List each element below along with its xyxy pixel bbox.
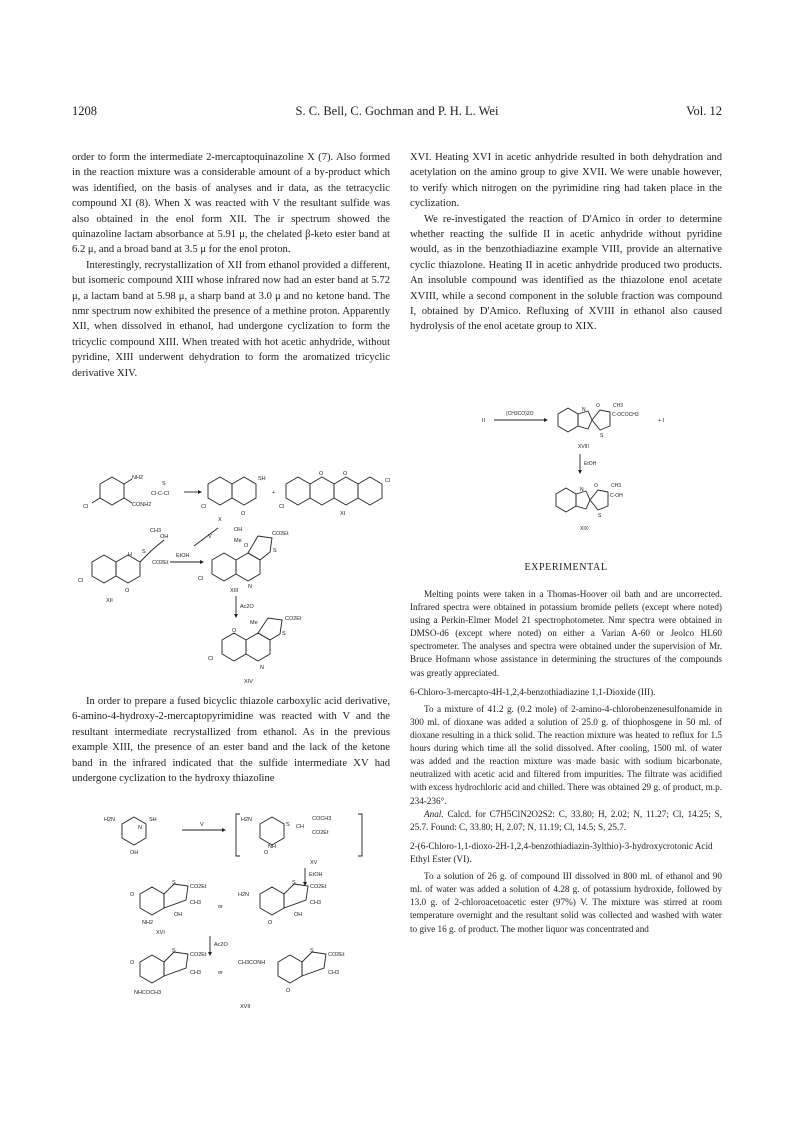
experimental-section (410, 588, 722, 936)
atom-label: O (268, 920, 273, 926)
atom-label: O (264, 850, 269, 856)
atom-label: OH (160, 534, 169, 540)
atom-label: S (600, 433, 604, 439)
atom-label: CO2Et (190, 952, 207, 958)
atom-label: Cl (208, 656, 214, 662)
scheme-1-structures (72, 470, 402, 692)
atom-label: S (162, 481, 166, 487)
atom-label: O (319, 471, 324, 477)
atom-label: O (286, 988, 291, 994)
compound-label-XVIII: XVIII (578, 444, 589, 450)
atom-label: CO2Et (312, 830, 329, 836)
atom-label: O (343, 471, 348, 477)
subsection-heading: 2-(6-Chloro-1,1-dioxo-2H-1,2,4-benzothiadiazin-3ylthio)-3-hydroxycrotonic Acid Ethyl Ester (VI). (410, 840, 713, 864)
atom-label: O (241, 511, 246, 517)
atom-label: S (172, 948, 176, 954)
atom-label: CO2Et (190, 884, 207, 890)
atom-label: S (286, 822, 290, 828)
subsection-heading: 6-Chloro-3-mercapto-4H-1,2,4-benzothiadiazine 1,1-Dioxide (III). (410, 686, 656, 697)
atom-label: N (138, 825, 142, 831)
atom-label: H2N (238, 892, 250, 898)
atom-label: CH3 (310, 900, 322, 906)
left-column-text-top (72, 150, 390, 381)
atom-label: Cl (279, 504, 285, 510)
atom-label: N (582, 407, 586, 413)
atom-label: Me (234, 538, 242, 544)
atom-label: S (598, 513, 602, 519)
atom-label: C-OH (610, 493, 623, 499)
atom-label: N (580, 487, 584, 493)
atom-label: H (128, 552, 132, 558)
compound-label-XV: XV (310, 860, 318, 866)
plus-sign: + (272, 490, 276, 496)
atom-label: CH3 (190, 900, 202, 906)
scheme-2-structures (100, 812, 390, 1016)
volume-label: Vol. 12 (686, 104, 722, 118)
reagent-label: EtOH (584, 461, 597, 467)
reagent-label: (CH3CO)2O (506, 411, 534, 417)
atom-label: S (282, 631, 286, 637)
atom-label: C-OCOCH3 (612, 412, 639, 418)
plus-I-label: + I (658, 418, 665, 424)
reaction-scheme-3 (462, 402, 722, 542)
atom-label: S (273, 548, 277, 554)
atom-label: NHCOCH3 (134, 990, 162, 996)
paragraph: To a mixture of 41.2 g. (0.2 mole) of 2-amino-4-chlorobenzenesulfonamide in 300 ml. of dioxane was added a solution of 25.0 g. of thiophosgene in 50 ml. of dioxane resulting in a thick solid. The reaction mixture was heated to reflux for 1.5 hours during which time all the solid dissolved. After cooling, 1500 ml. of water was added and the reaction mixture was made basic with sodium bicarbonate, neutralized with acetic acid and filtered from impurities. The filtrate was acidified with excess hydrochloric acid and chilled. There was obtained 29 g. of product, m.p. 234-236°. (410, 703, 722, 806)
atom-label: OH (130, 850, 139, 856)
atom-label: Cl (198, 576, 204, 582)
or-label: or (218, 970, 223, 976)
atom-label: Cl (83, 504, 89, 510)
atom-label: S (172, 880, 176, 886)
atom-label: COCH3 (312, 816, 332, 822)
atom-label: H2N (241, 817, 253, 823)
atom-label: CH3CONH (238, 960, 266, 966)
atom-label: Cl (201, 504, 207, 510)
atom-label: CH3 (613, 403, 624, 409)
anal-label: Anal. (424, 808, 444, 819)
running-authors: S. C. Bell, C. Gochman and P. H. L. Wei (295, 104, 499, 118)
atom-label: H2N (104, 817, 116, 823)
paragraph: Melting points were taken in a Thomas-Hoover oil bath and are uncorrected. Infrared spectra were obtained in potassium bromide pellets (except where noted) using a Perkin-Elmer Model 21 spectrophotometer. Nmr spectra were obtained in DMSO-d6 (except where noted) on either a Varian A-60 or Jeolco HL60 spectrometer. The analyses and spectra were obtained under the supervision of Mr. Bruce Hofmann whose assistance in determining the structures of the compounds was greatly appreciated. (410, 589, 722, 678)
compound-label-XVI: XVI (156, 930, 165, 936)
atom-label: N (248, 584, 252, 590)
atom-label: Me (250, 620, 258, 626)
reagent-label: Ac2O (214, 942, 228, 948)
reaction-scheme-2 (100, 812, 390, 1016)
atom-label: CH (296, 824, 304, 830)
atom-label: O (244, 543, 249, 549)
atom-label: CO2Et (328, 952, 345, 958)
scheme-3-structures (462, 402, 722, 542)
atom-label: SH (258, 476, 266, 482)
atom-label: NH2 (132, 475, 144, 481)
reagent-label: Ac2O (240, 604, 254, 610)
atom-label: O (594, 483, 598, 489)
reagent-label: EtOH (309, 872, 323, 878)
atom-label: O (232, 628, 237, 634)
right-column-text-top (410, 150, 722, 335)
atom-label: CO2Et (285, 616, 302, 622)
atom-label: CO2Et (272, 531, 289, 537)
reagent-label: V (208, 534, 212, 540)
page-number: 1208 (72, 104, 97, 118)
atom-label: Cl (385, 478, 391, 484)
experimental-heading: EXPERIMENTAL (524, 562, 608, 573)
analysis-paragraph (410, 808, 722, 834)
atom-label: N (260, 665, 264, 671)
compound-label-X: X (218, 517, 222, 523)
reagent-label: EtOH (176, 553, 190, 559)
compound-label-XIII: XIII (230, 588, 239, 594)
atom-label: S (292, 880, 296, 886)
atom-label: O (130, 960, 135, 966)
atom-label: OH (174, 912, 183, 918)
paragraph: We re-investigated the reaction of D'Amico in order to determine whether reacting the sulfide II in acetic anhydride without pyridine would, as in the benzothiadiazine example VIII, provide an alternative cyclic thiazolone. Heating II in acetic anhydride produced two products. An insoluble compound was identified as the thiazolone enol acetate XVIII, while a second component in the soluble fraction was compound I, obtained by D'Amico. Refluxing of XVIII in ethanol also caused hydrolysis of the enol acetate group to XIX. (410, 213, 722, 333)
atom-label: NH (268, 844, 276, 850)
atom-label: S (142, 549, 146, 555)
atom-label: SH (149, 817, 157, 823)
atom-label: CH3 (611, 483, 622, 489)
compound-label-II: II (482, 418, 486, 424)
paragraph: To a solution of 26 g. of compound III dissolved in 800 ml. of ethanol and 90 ml. of water was added a solution of 4.28 g. of potassium hydroxide, followed by 13.0 g. of 2-chloroacetoacetic ester (97%) V. The mixture was stirred at room temperature overnight and the resultant solid was collected and washed with water to give 16 g. of product. The mother liquor was concentrated and (410, 871, 722, 934)
compound-label-XVII: XVII (240, 1004, 251, 1010)
atom-label: CH3 (328, 970, 340, 976)
atom-label: CONH2 (132, 502, 152, 508)
atom-label: Cl-C-Cl (151, 491, 170, 497)
atom-label: OH (234, 527, 243, 533)
atom-label: Cl (78, 578, 84, 584)
reagent-label: V (200, 822, 204, 828)
paragraph: In order to prepare a fused bicyclic thiazole carboxylic acid derivative, 6-amino-4-hydroxy-2-mercaptopyrimidine was reacted with V and the resultant intermediate recrystallized from ethanol. As in the previous example XIII, the presence of an ester band and the lack of the ketone band in the infrared indicated that the sulfide intermediate XV had undergone cyclization to the hydroxy thiazoline (72, 696, 390, 785)
analysis-text: Calcd. for C7H5ClN2O2S2: C, 33.80; H, 2.02; N, 11.27; Cl, 14.25; S, 25.7. Found: C, 33.80; H, 2.07; N, 11.19; Cl, 14.5; S, 25.7. (410, 808, 722, 832)
atom-label: CH3 (150, 528, 162, 534)
compound-label-XI: XI (340, 511, 346, 517)
atom-label: CO2Et (152, 560, 169, 566)
atom-label: O (130, 892, 135, 898)
running-header (72, 104, 722, 124)
paragraph: order to form the intermediate 2-mercaptoquinazoline X (7). Also formed in the reaction mixture was a considerable amount of a by-product which was identified, on the basis of analyses and ir data, as the tetracyclic compound XI (8). When X was reacted with V the resultant sulfide was also obtained in the enol form XII. The ir spectrum showed the quinazoline lactam absorbance at 5.91 μ, the chelated β-keto ester band at 6.2 μ, and a broad band at 3.5 μ for the enol proton. (72, 152, 390, 256)
atom-label: O (596, 403, 600, 409)
left-column-text-bottom (72, 694, 390, 786)
compound-label-XIV: XIV (244, 679, 253, 685)
reaction-scheme-1 (72, 470, 402, 692)
paragraph: Interestingly, recrystallization of XII from ethanol provided a different, but isomeric compound XIII whose infrared now had an ester band at 5.72 μ, a lactam band at 5.98 μ, a sharp band at 3.0 μ and no ketone band. The nmr spectrum now exhibited the presence of a methine proton. Apparently XII, when dissolved in ethanol, had undergone cyclization to form the tricyclic compound XIII. When treated with hot acetic anhydride, without pyridine, XIII underwent dehydration to form the aromatized tricyclic derivative XIV. (72, 259, 390, 379)
atom-label: O (125, 588, 130, 594)
compound-label-XII: XII (106, 598, 113, 604)
compound-label-XIX: XIX (580, 526, 589, 532)
paragraph: XVI. Heating XVI in acetic anhydride resulted in both dehydration and acetylation on the amino group to give XVII. We were unable however, to verify which nitrogen on the pyrimidine ring had taken place in the cyclization. (410, 152, 722, 210)
atom-label: S (310, 948, 314, 954)
atom-label: OH (294, 912, 303, 918)
atom-label: NH2 (142, 920, 154, 926)
atom-label: CH3 (190, 970, 202, 976)
or-label: or (218, 904, 223, 910)
atom-label: CO2Et (310, 884, 327, 890)
